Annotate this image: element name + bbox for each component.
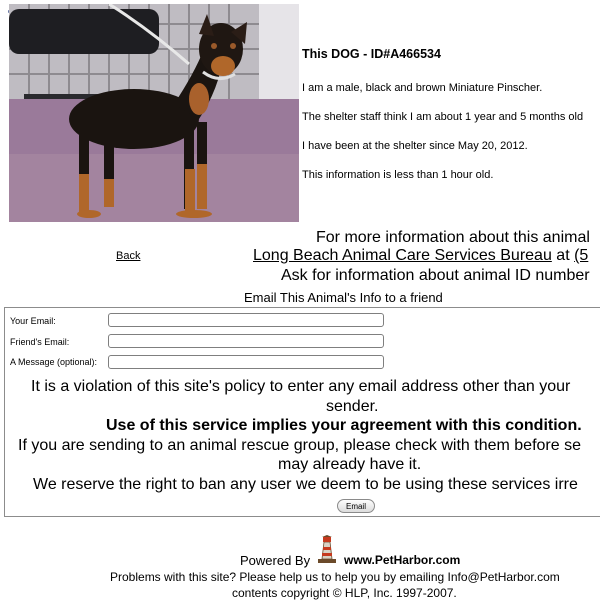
agency-phone-link[interactable]: (5 [574,247,589,264]
problems-text: Problems with this site? Please help us to help you by emailing Info@PetHarbor.com [110,570,560,584]
email-form-heading: Email This Animal's Info to a friend [244,290,443,305]
back-link[interactable]: Back [116,250,141,262]
powered-by-text: Powered By [240,553,311,568]
message-label: A Message (optional): [10,357,98,367]
friends-email-input[interactable] [108,334,384,348]
policy-line: may already have it. [278,456,422,473]
animal-shelter-date: I have been at the shelter since May 20, 2012. [302,140,528,152]
policy-agreement: Use of this service implies your agreement with this condition. [106,417,582,434]
policy-line: It is a violation of this site's policy to enter any email address other than your [31,378,571,395]
your-email-label: Your Email: [10,316,56,326]
policy-line: We reserve the right to ban any user we deem to be using these services irre [33,476,578,493]
at-text: at [551,247,575,264]
more-info-text: For more information about this animal [316,229,590,246]
friends-email-label: Friend's Email: [10,337,70,347]
petharbor-link[interactable]: www.PetHarbor.com [344,553,461,567]
animal-photo [9,4,299,222]
agency-line [253,247,588,265]
ask-id-text: Ask for information about animal ID number [281,267,590,284]
copyright-text: contents copyright © HLP, Inc. 1997-2007. [232,586,457,600]
message-input[interactable] [108,355,384,369]
your-email-input[interactable] [108,313,384,327]
lighthouse-icon [316,535,338,563]
agency-link[interactable]: Long Beach Animal Care Services Bureau [253,247,552,264]
animal-title: This DOG - ID#A466534 [302,47,441,61]
animal-description: I am a male, black and brown Miniature Pinscher. [302,82,543,94]
info-freshness: This information is less than 1 hour old. [302,169,494,181]
policy-line: sender. [326,398,379,415]
email-button[interactable]: Email [337,499,375,513]
policy-line: If you are sending to an animal rescue group, please check with them before se [18,437,581,454]
animal-age: The shelter staff think I am about 1 year and 5 months old [302,111,584,123]
